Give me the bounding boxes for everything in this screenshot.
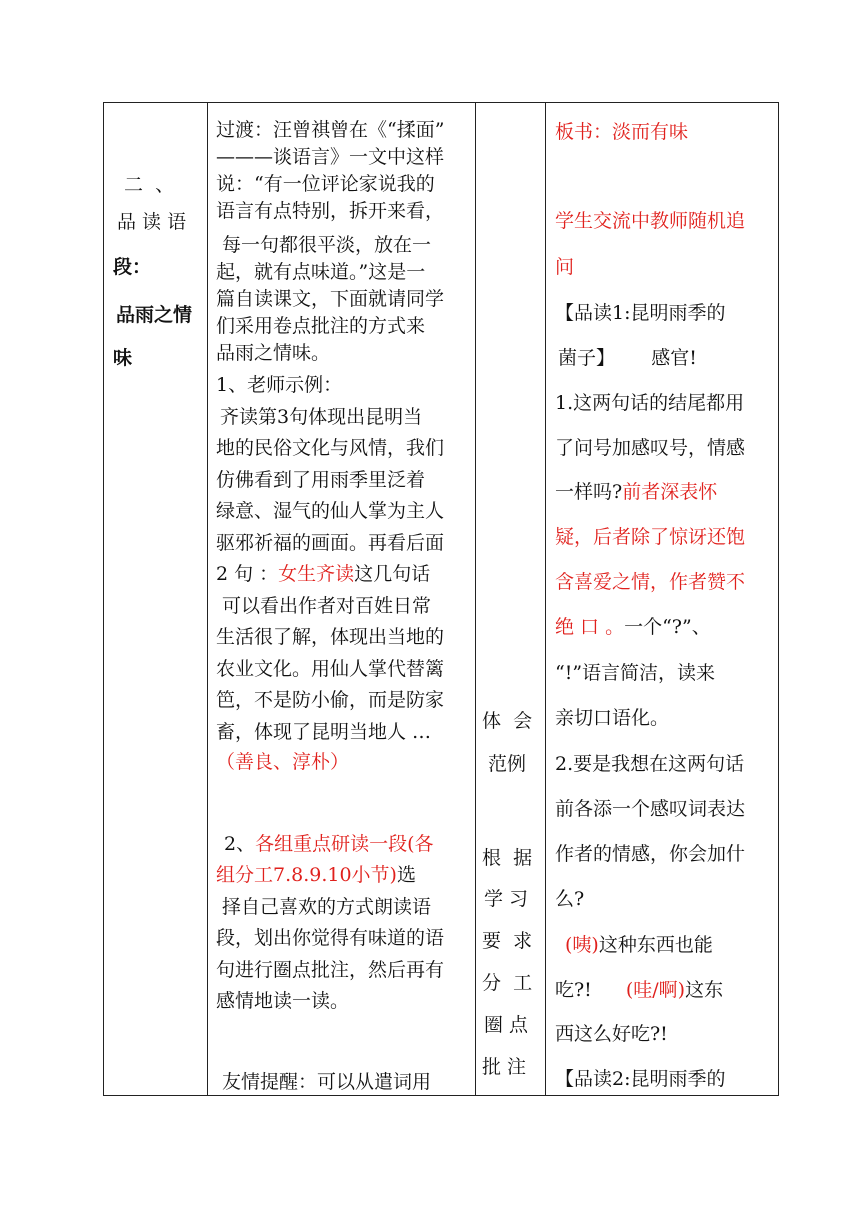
activity-line: 范例	[488, 753, 527, 775]
column-divider	[475, 103, 476, 1095]
content-text: 选	[396, 864, 416, 886]
content-line: ———谈语言》一文中这样	[216, 146, 445, 168]
content-line: 友情提醒：可以从遣词用	[216, 1071, 432, 1093]
note-text: 这东	[685, 979, 724, 1001]
column-divider	[545, 103, 546, 1095]
note-line: 2.要是我想在这两句话	[555, 753, 745, 775]
activity-line: 圈 点	[484, 1014, 529, 1036]
content-line: 农业文化。用仙人掌代替篱	[216, 658, 445, 680]
note-line: 了问号加感叹号，情感	[555, 437, 746, 459]
content-line: 句进行圈点批注，然后再有	[216, 959, 445, 981]
content-line: 1、老师示例：	[216, 374, 343, 396]
content-line: 驱邪祈福的画面。再看后面	[216, 532, 445, 554]
board-writing: 板书：淡而有味	[555, 121, 689, 143]
content-line: 生活很了解，体现出当地的	[216, 626, 445, 648]
note-line	[555, 612, 711, 639]
content-line: 说：“有一位评论家说我的	[216, 173, 435, 195]
highlight-text: 组分工7.8.9.10小节)	[216, 864, 397, 886]
column-divider	[207, 103, 208, 1095]
highlight-text: 女生齐读	[278, 563, 355, 585]
content-line: 畜，体现了昆明当地人 …	[216, 721, 432, 743]
note-text: 这种东西也能	[598, 934, 713, 956]
content-line: 起，就有点味道。”这是一	[216, 261, 426, 283]
content-line: 齐读第3句体现出昆明当	[220, 406, 423, 428]
content-text: 2、	[224, 833, 256, 855]
content-line: 每一句都很平淡，放在一	[216, 234, 432, 256]
note-text: 吃?!	[555, 979, 592, 1001]
content-line: 过渡：汪曾祺曾在《“揉面”	[216, 119, 445, 141]
note-line	[555, 975, 723, 1002]
answer-text: 绝 口 。	[555, 616, 625, 638]
activity-line: 分 工	[482, 972, 533, 994]
note-line	[565, 930, 713, 957]
note-line: 西这么好吃?!	[555, 1023, 668, 1045]
content-line	[216, 860, 416, 887]
note-line: 【品读1:昆明雨季的	[555, 302, 726, 324]
activity-line: 批 注	[482, 1056, 527, 1078]
content-line: 可以看出作者对百姓日常	[216, 595, 432, 617]
section-title-line: 段：	[113, 256, 152, 278]
content-line	[216, 559, 430, 586]
content-line: 笆，不是防小偷，而是防家	[216, 689, 445, 711]
content-line: 段，划出你觉得有味道的语	[216, 927, 445, 949]
note-text: 一个“?”、	[624, 616, 711, 638]
highlight-line: （善良、淳朴）	[216, 751, 350, 773]
content-line: 仿佛看到了用雨季里泛着	[216, 469, 426, 491]
note-line: 前各添一个感叹词表达	[555, 798, 746, 820]
note-line: 作者的情感，你会加什	[555, 843, 746, 865]
answer-line: 疑，后者除了惊讶还饱	[555, 526, 746, 548]
activity-line: 根 据	[482, 847, 533, 869]
content-text: 这几句话	[354, 563, 431, 585]
content-line: 感情地读一读。	[216, 990, 350, 1012]
note-line: “!”语言简洁，读来	[555, 662, 716, 684]
content-text: 2 句 ：	[216, 563, 279, 585]
answer-text: 前者深表怀	[622, 481, 718, 503]
content-line: 篇自读课文，下面就请同学	[216, 288, 445, 310]
content-line: 绿意、湿气的仙人掌为主人	[216, 500, 445, 522]
answer-text: (咦)	[565, 934, 599, 956]
content-line: 们采用卷点批注的方式来	[216, 315, 426, 337]
activity-line: 要 求	[482, 930, 533, 952]
section-number: 二 、	[124, 174, 175, 196]
note-line: 亲切口语化。	[555, 707, 670, 729]
section-title-line: 品雨之情	[116, 304, 193, 326]
note-text: 一样吗?	[555, 481, 623, 503]
content-line: 择自己喜欢的方式朗读语	[216, 896, 432, 918]
note-line	[555, 477, 717, 504]
note-line: 1.这两句话的结尾都用	[555, 392, 745, 414]
content-line: 语言有点特别，拆开来看，	[216, 200, 445, 222]
content-line: 品雨之情味。	[216, 342, 331, 364]
note-line: 学生交流中教师随机追	[555, 210, 746, 232]
highlight-text: 各组重点研读一段(各	[255, 833, 434, 855]
section-title-line: 味	[113, 347, 133, 369]
activity-line: 体 会	[482, 710, 533, 732]
note-line: 问	[555, 256, 575, 278]
note-line: 菌子】 感官!	[558, 347, 697, 369]
note-line: 么?	[555, 888, 585, 910]
activity-line: 学 习	[484, 888, 529, 910]
answer-text: (哇/啊)	[625, 979, 686, 1001]
note-line: 【品读2:昆明雨季的	[555, 1068, 726, 1090]
content-line	[224, 829, 434, 856]
answer-line: 含喜爱之情，作者赞不	[555, 571, 746, 593]
section-title-line: 品 读 语	[117, 211, 187, 233]
content-line: 地的民俗文化与风情，我们	[216, 437, 445, 459]
